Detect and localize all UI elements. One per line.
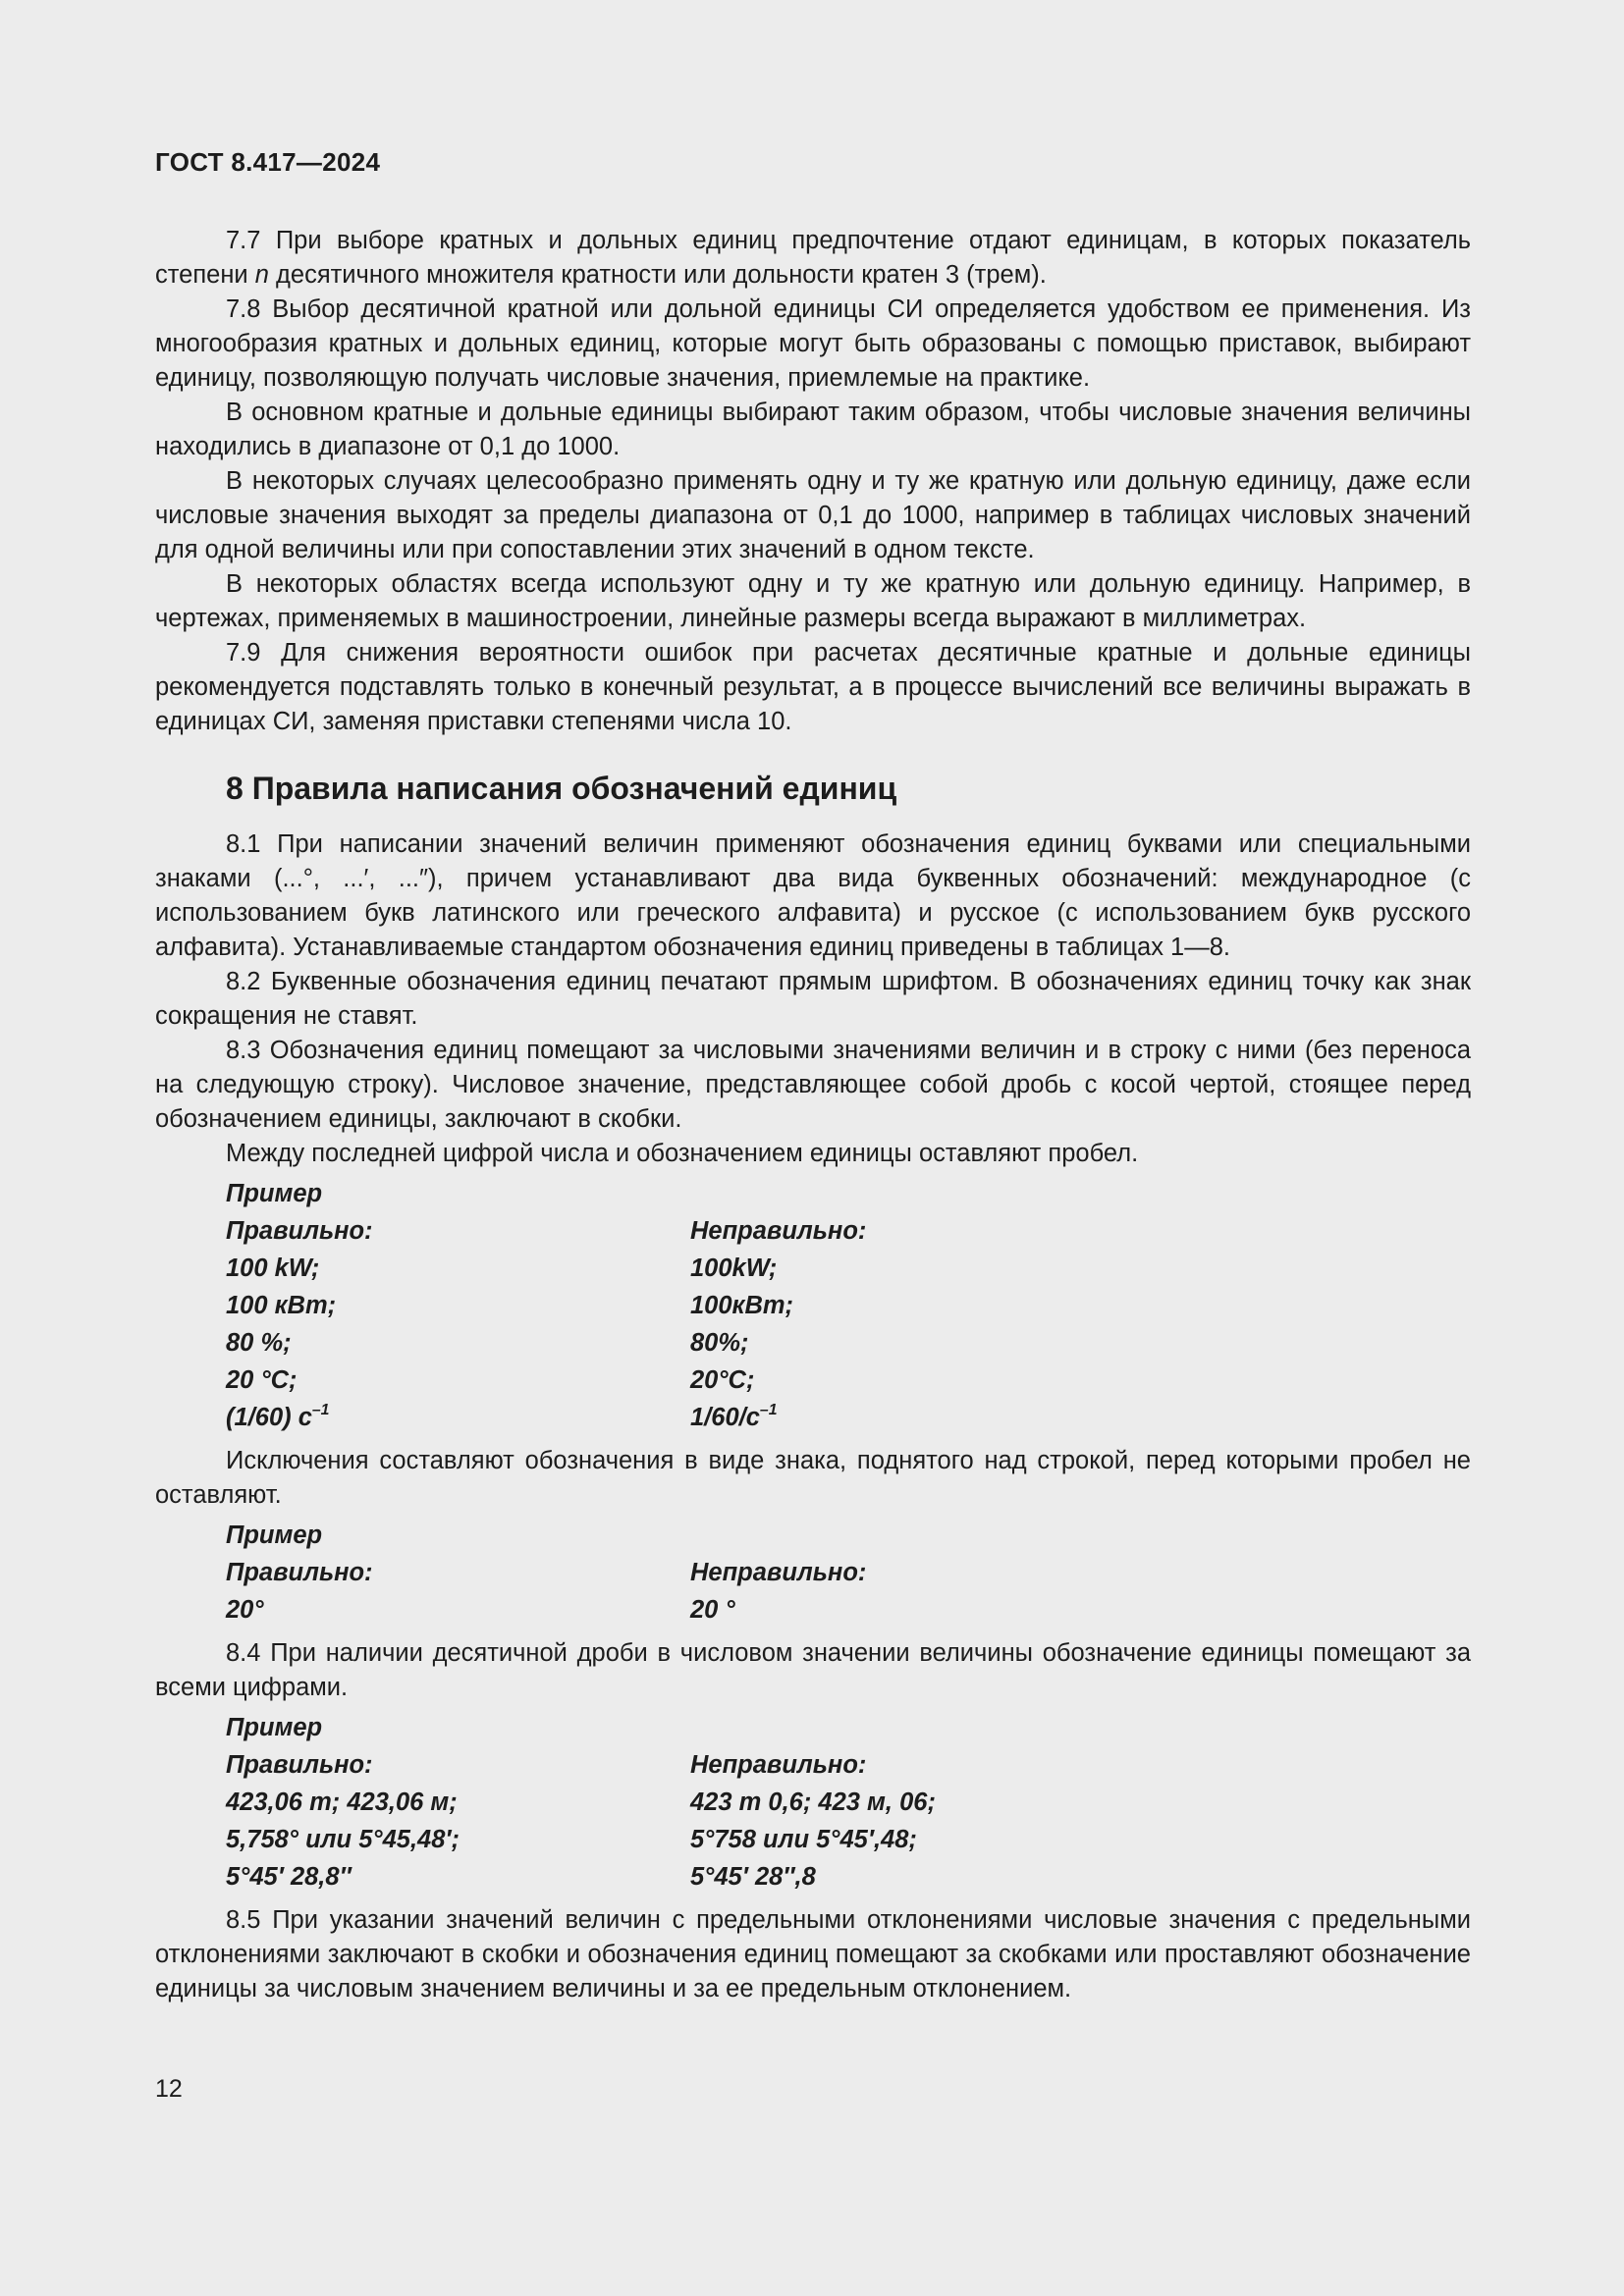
incorrect-value: 5°758 или 5°45′,48; xyxy=(690,1826,917,1853)
paragraph: Исключения составляют обозначения в виде знака, поднятого над строкой, перед которыми пробел не оставляют. xyxy=(155,1447,1471,1509)
correct-heading: Правильно: xyxy=(226,1751,373,1779)
paragraph-7-7: 7.7 При выборе кратных и дольных единиц предпочтение отдают единицам, в которых показатель степени n десятичного множителя кратности или дольности кратен 3 (трем). xyxy=(155,227,1471,289)
example-block xyxy=(226,1517,1471,1629)
paragraph: В основном кратные и дольные единицы выбирают таким образом, чтобы числовые значения величины находились в диапазоне от 0,1 до 1000. xyxy=(155,399,1471,460)
example-label: Пример xyxy=(226,1522,323,1549)
example-row xyxy=(226,1250,1471,1287)
paragraph-8-5: 8.5 При указании значений величин с предельными отклонениями числовые значения с предельными отклонениями заключают в скобки и обозначения единиц помещают за скобками или проставляют обозначение единицы за числовым значением величины и за ее предельным отклонением. xyxy=(155,1906,1471,2002)
example-head-row xyxy=(226,1554,1471,1591)
paragraph-8-2: 8.2 Буквенные обозначения единиц печатают прямым шрифтом. В обозначениях единиц точку как знак сокращения не ставят. xyxy=(155,968,1471,1030)
paragraph-7-9: 7.9 Для снижения вероятности ошибок при расчетах десятичные кратные и дольные единицы рекомендуется подставлять только в конечный результат, а в процессе вычислений все величины выражать в единицах СИ, заменяя приставки степенями числа 10. xyxy=(155,639,1471,735)
superscript: –1 xyxy=(759,1401,778,1418)
section-title: 8 Правила написания обозначений единиц xyxy=(226,771,897,806)
correct-value: 100 кВт; xyxy=(226,1292,337,1319)
incorrect-value: 80%; xyxy=(690,1329,749,1357)
correct-value: 5,758° или 5°45,48′; xyxy=(226,1826,460,1853)
example-row xyxy=(226,1858,1471,1896)
incorrect-value: $1/60/с^{-1}$ xyxy=(690,1401,778,1431)
incorrect-value: 100кВт; xyxy=(690,1292,794,1319)
correct-value: (1/60) $с^{-1}$ xyxy=(226,1401,330,1431)
paragraph-8-3: 8.3 Обозначения единиц помещают за числовыми значениями величин и в строку с ними (без переноса на следующую строку). Числовое значение, представляющее собой дробь с косой чертой, стоящее перед обозначением единицы, заключают в скобки. xyxy=(155,1037,1471,1133)
superscript: –1 xyxy=(311,1401,330,1418)
example-row xyxy=(226,1324,1471,1362)
example-row xyxy=(226,1399,1471,1436)
example-row xyxy=(226,1287,1471,1324)
example-row xyxy=(226,1362,1471,1399)
incorrect-value: 20 ° xyxy=(690,1596,735,1624)
incorrect-value: 423 m 0,6; 423 м, 06; xyxy=(690,1789,936,1816)
example-block xyxy=(226,1709,1471,1896)
correct-value: 80 %; xyxy=(226,1329,292,1357)
paragraph: Между последней цифрой числа и обозначением единицы оставляют пробел. xyxy=(226,1140,1139,1167)
example-row xyxy=(226,1821,1471,1858)
correct-heading: Правильно: xyxy=(226,1217,373,1245)
incorrect-heading: Неправильно: xyxy=(690,1751,867,1779)
correct-value: 423,06 m; 423,06 м; xyxy=(226,1789,458,1816)
correct-value: 20 °С; xyxy=(226,1366,298,1394)
example-head-row xyxy=(226,1746,1471,1784)
paragraph-7-8: 7.8 Выбор десятичной кратной или дольной единицы СИ определяется удобством ее применения. Из многообразия кратных и дольных единиц, которые могут быть образованы с помощью приставок, выбирают единицу, позволяющую получать числовые значения, приемлемые на практике. xyxy=(155,295,1471,392)
incorrect-value: 20°С; xyxy=(690,1366,755,1394)
example-row xyxy=(226,1784,1471,1821)
paragraph: В некоторых случаях целесообразно применять одну и ту же кратную или дольную единицу, даже если числовые значения выходят за пределы диапазона от 0,1 до 1000, например в таблицах числовых значений для одной величины или при сопоставлении этих значений в одном тексте. xyxy=(155,467,1471,563)
example-block xyxy=(226,1175,1471,1436)
paragraph: В некоторых областях всегда используют одну и ту же кратную или дольную единицу. Например, в чертежах, применяемых в машиностроении, линейные размеры всегда выражают в миллиметрах. xyxy=(155,570,1471,632)
paragraph-8-4: 8.4 При наличии десятичной дроби в числовом значении величины обозначение единицы помещают за всеми цифрами. xyxy=(155,1639,1471,1701)
example-label: Пример xyxy=(226,1180,323,1207)
incorrect-value: 100kW; xyxy=(690,1255,778,1282)
page-number: 12 xyxy=(155,2075,183,2103)
example-row xyxy=(226,1591,1471,1629)
incorrect-heading: Неправильно: xyxy=(690,1217,867,1245)
incorrect-value: 5°45′ 28″,8 xyxy=(690,1863,816,1891)
example-head-row xyxy=(226,1212,1471,1250)
document-header: ГОСТ 8.417—2024 xyxy=(155,147,381,177)
paragraph-8-1: 8.1 При написании значений величин применяют обозначения единиц буквами или специальными знаками (...°, ...′, ...″), причем устанавливают два вида буквенных обозначений: международное (с использованием букв латинского или греческого алфавита) и русское (с использованием букв русского алфавита). Устанавливаемые стандартом обозначения единиц приведены в таблицах 1—8. xyxy=(155,830,1471,961)
document-body xyxy=(155,224,1471,2006)
correct-value: 20° xyxy=(226,1596,264,1624)
correct-heading: Правильно: xyxy=(226,1559,373,1586)
example-label: Пример xyxy=(226,1714,323,1741)
correct-value: 5°45′ 28,8″ xyxy=(226,1863,352,1891)
incorrect-heading: Неправильно: xyxy=(690,1559,867,1586)
correct-value: 100 kW; xyxy=(226,1255,320,1282)
italic-variable: n xyxy=(254,261,269,289)
